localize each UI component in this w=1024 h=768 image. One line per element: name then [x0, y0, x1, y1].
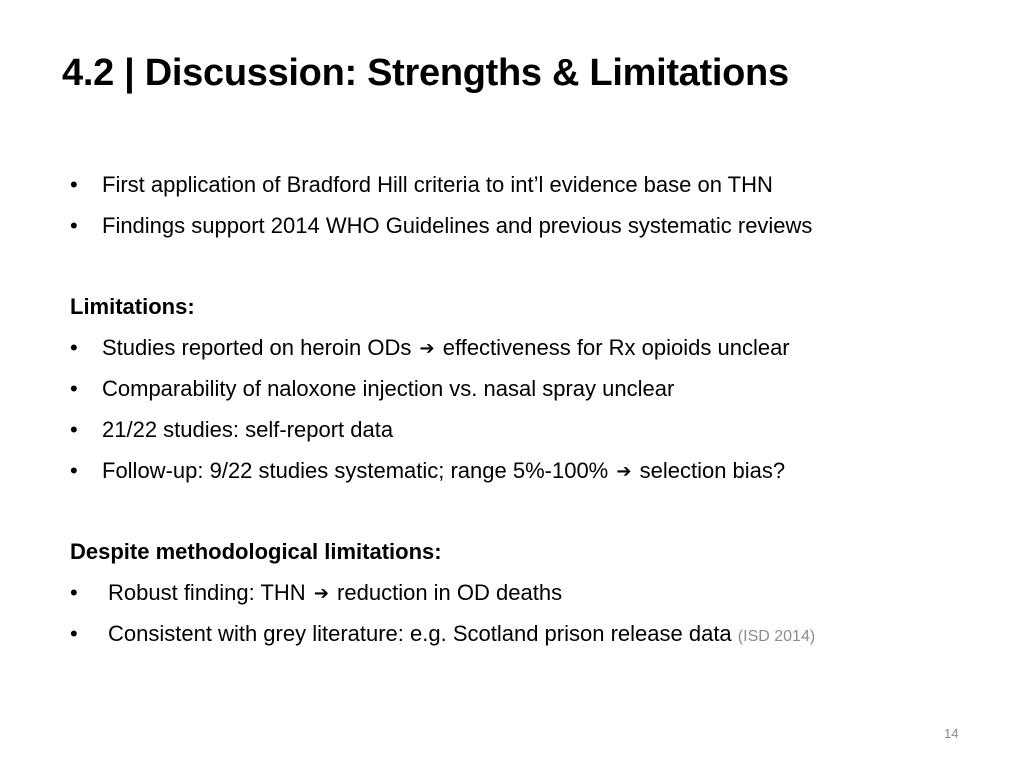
- limitation-item-text: [102, 328, 790, 370]
- strength-item: [70, 206, 970, 247]
- right-arrow-icon: ➔: [313, 582, 329, 604]
- limitation-item-text: Comparability of naloxone injection vs. nasal spray unclear: [102, 375, 675, 401]
- bullet-icon: •: [70, 212, 78, 238]
- strength-item-text: First application of Bradford Hill criteria to int’l evidence base on THN: [102, 172, 773, 197]
- limitation-item-cause: Studies reported on heroin ODs: [102, 335, 412, 361]
- bullet-icon: •: [70, 579, 78, 605]
- strength-item: [70, 165, 970, 206]
- right-arrow-icon: ➔: [616, 460, 632, 482]
- despite-item-effect: reduction in OD deaths: [337, 579, 563, 605]
- slide-body: [70, 165, 970, 655]
- despite-item-cause: Robust finding: THN: [108, 579, 306, 605]
- limitation-item-cause: Follow-up: 9/22 studies systematic; range 5%-100%: [102, 457, 609, 483]
- bullet-icon: •: [70, 620, 78, 646]
- limitation-item: [70, 369, 970, 410]
- strength-item-text: Findings support 2014 WHO Guidelines and previous systematic reviews: [102, 212, 813, 238]
- bullet-icon: •: [70, 172, 78, 197]
- spacer: [70, 247, 970, 288]
- despite-item-main: Consistent with grey literature: e.g. Scotland prison release data: [108, 620, 732, 646]
- bullet-icon: •: [70, 416, 78, 442]
- limitation-item-effect: selection bias?: [639, 457, 786, 483]
- right-arrow-icon: ➔: [419, 338, 435, 360]
- limitations-heading: Limitations:: [70, 294, 195, 320]
- despite-item: [70, 573, 970, 614]
- limitation-item: [70, 328, 970, 369]
- despite-item-text: [108, 573, 562, 615]
- limitation-item-text: [102, 451, 785, 493]
- bullet-icon: •: [70, 335, 78, 361]
- page-number: 14: [944, 726, 959, 741]
- limitation-item: [70, 410, 970, 451]
- limitation-item-text: 21/22 studies: self-report data: [102, 416, 394, 442]
- spacer: [70, 491, 970, 532]
- citation: (ISD 2014): [737, 627, 816, 645]
- bullet-icon: •: [70, 375, 78, 401]
- despite-item-text: [108, 614, 815, 658]
- limitation-item: [70, 451, 970, 492]
- limitation-item-effect: effectiveness for Rx opioids unclear: [442, 335, 790, 361]
- bullet-icon: •: [70, 457, 78, 483]
- despite-item: [70, 614, 970, 655]
- slide-title: 4.2 | Discussion: Strengths & Limitations: [62, 52, 789, 94]
- despite-heading: Despite methodological limitations:: [70, 539, 442, 565]
